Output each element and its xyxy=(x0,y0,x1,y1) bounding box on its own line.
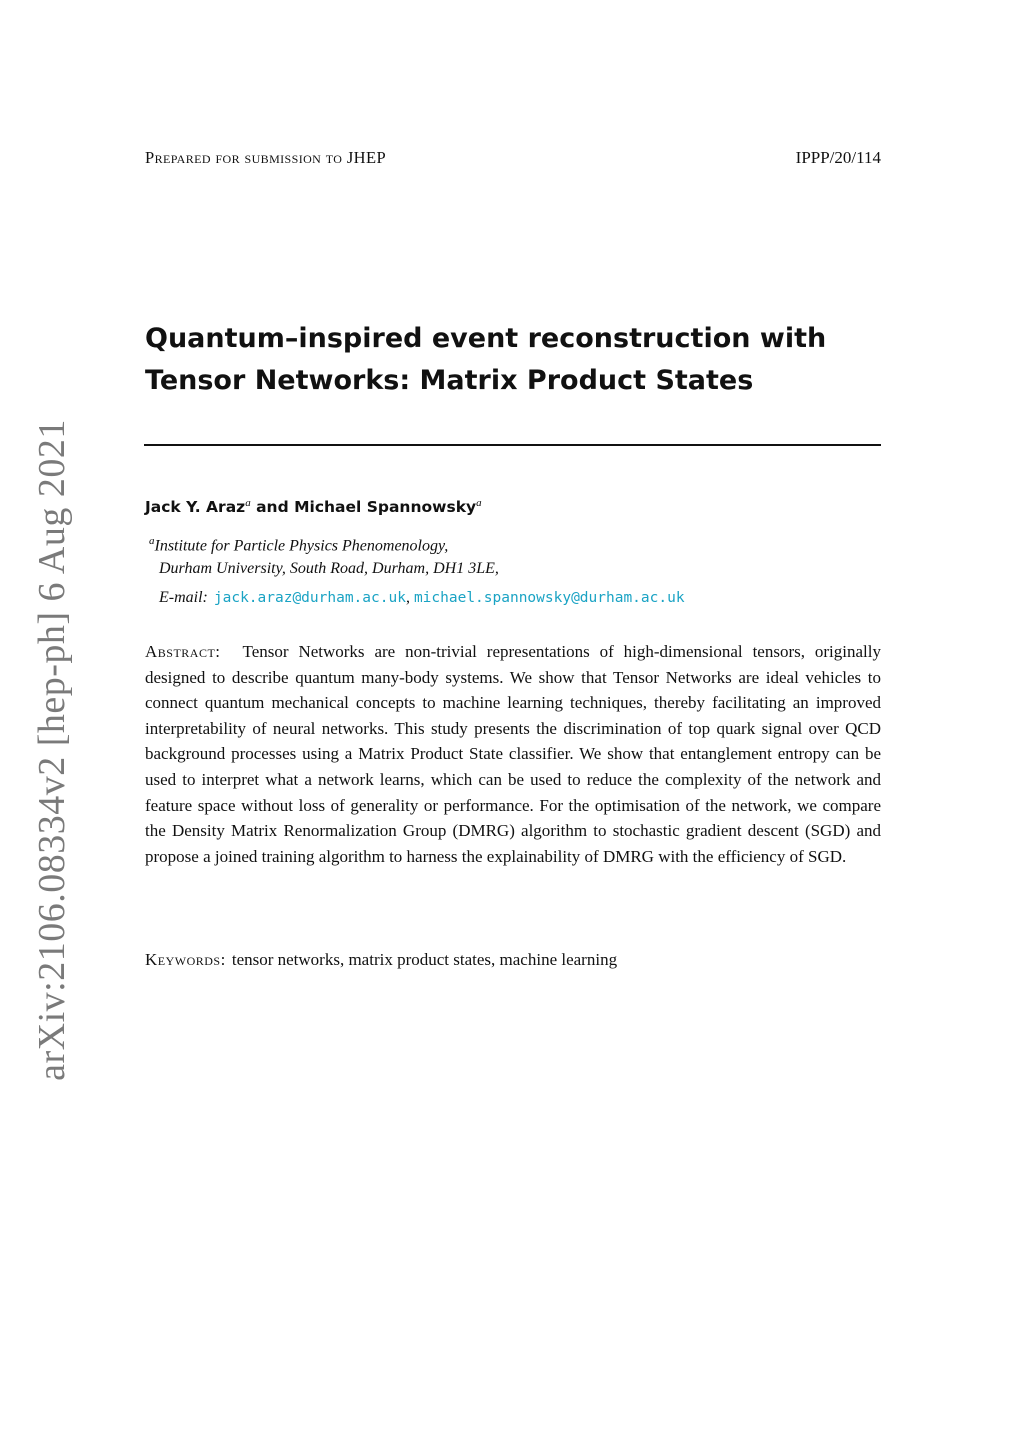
keywords-text: tensor networks, matrix product states, machine learning xyxy=(231,950,618,969)
email-separator: , xyxy=(405,589,414,606)
abstract-text: Tensor Networks are non-trivial representations of high-dimensional tensors, originally designed to describe quantum many-body systems. We show that Tensor Networks are ideal vehicles to connect quantum mechanical concepts to machine learning techniques, thereby facilitating an improved interpretability of neural networks. This study presents the discrimination of top quark signal over QCD background processes using a Matrix Product State classifier. We show that entanglement entropy can be used to interpret what a network learns, which can be used to reduce the complexity of the network and feature space without loss of generality or performance. For the optimisation of the network, we compare the Density Matrix Renormalization Group (DMRG) algorithm to stochastic gradient descent (SGD) and propose a joined training algorithm to harness the explainability of DMRG with the efficiency of SGD. xyxy=(145,642,881,866)
affiliation-mark: a xyxy=(476,497,482,509)
affiliation-line-2: Durham University, South Road, Durham, DH1 3LE, xyxy=(159,560,499,578)
arxiv-identifier: arXiv:2106.08334v2 [hep-ph] 6 Aug 2021 xyxy=(31,419,73,1081)
title-line-1: Quantum–inspired event reconstruction with xyxy=(145,323,827,354)
title-divider xyxy=(144,444,881,446)
abstract xyxy=(145,639,881,869)
affiliation-mark: a xyxy=(149,535,155,547)
affiliation xyxy=(149,530,499,580)
email-link[interactable]: jack.araz@durham.ac.uk xyxy=(213,590,406,606)
affiliation-mark: a xyxy=(245,497,251,509)
author-list xyxy=(145,497,482,516)
title-line-2: Tensor Networks: Matrix Product States xyxy=(145,365,754,396)
paper-title xyxy=(145,318,826,402)
preprint-number: IPPP/20/114 xyxy=(795,148,881,167)
keywords xyxy=(145,950,617,970)
journal-header: Prepared for submission to JHEP xyxy=(145,148,387,167)
email-block xyxy=(159,589,685,607)
author-name: Jack Y. Araz xyxy=(145,498,246,517)
author-name: Michael Spannowsky xyxy=(294,498,477,517)
email-link[interactable]: michael.spannowsky@durham.ac.uk xyxy=(413,590,685,606)
keywords-label: Keywords: xyxy=(145,950,226,969)
email-label: E-mail: xyxy=(159,589,208,606)
author-connector: and xyxy=(250,498,295,517)
affiliation-line-1: Institute for Particle Physics Phenomenology, xyxy=(154,537,449,555)
abstract-label: Abstract: xyxy=(145,642,221,661)
